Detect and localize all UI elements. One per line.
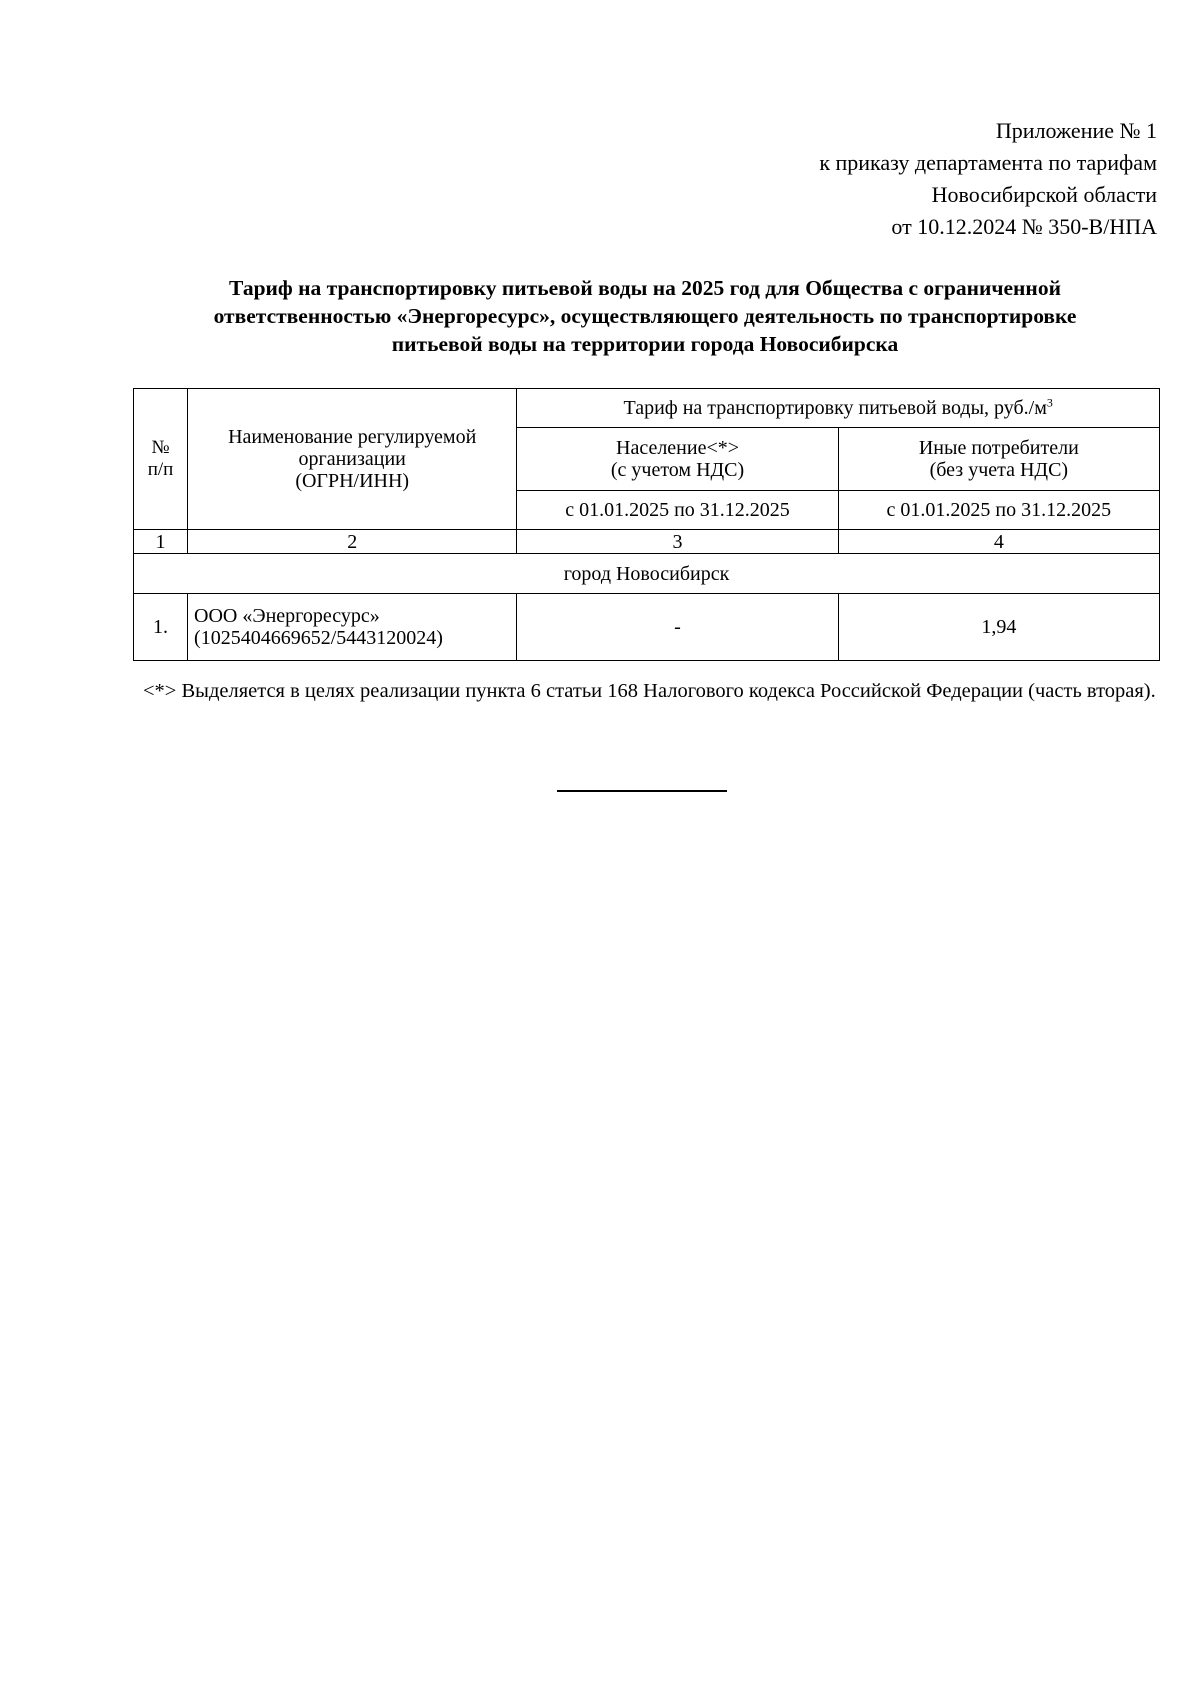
column-number-3: 3 bbox=[517, 530, 838, 554]
title-line-3: питьевой воды на территории города Новосибирска bbox=[391, 332, 899, 356]
header-others-cell bbox=[838, 428, 1159, 491]
column-number-1: 1 bbox=[134, 530, 188, 554]
header-population-line-1: Население<*> bbox=[616, 437, 740, 459]
header-number-label: № bbox=[151, 437, 170, 458]
row-population-tariff: - bbox=[517, 594, 838, 661]
row-others-tariff: 1,94 bbox=[838, 594, 1159, 661]
header-organization-line-1: Наименование регулируемой bbox=[228, 426, 477, 448]
header-others-line-1: Иные потребители bbox=[918, 437, 1079, 459]
title-line-1: Тариф на транспортировку питьевой воды на 2025 год для Общества с ограниченной bbox=[229, 276, 1061, 300]
document-title bbox=[130, 274, 1160, 358]
header-population-line-2: (с учетом НДС) bbox=[610, 459, 745, 481]
appendix-line-4: от 10.12.2024 № 350-В/НПА bbox=[891, 214, 1157, 239]
appendix-header bbox=[819, 115, 1157, 243]
header-tariff-unit-exponent: 3 bbox=[1046, 395, 1053, 410]
appendix-line-1: Приложение № 1 bbox=[995, 118, 1157, 143]
header-number-cell bbox=[134, 389, 188, 530]
header-tariff-group-label: Тариф на транспортировку питьевой воды, руб./м bbox=[623, 397, 1047, 419]
row-organization-ids: (1025404669652/5443120024) bbox=[194, 627, 443, 649]
appendix-line-3: Новосибирской области bbox=[931, 182, 1157, 207]
header-period-col4: с 01.01.2025 по 31.12.2025 bbox=[838, 491, 1159, 530]
row-number-cell: 1. bbox=[134, 594, 188, 661]
footnote: <*> Выделяется в целях реализации пункта 6 статьи 168 Налогового кодекса Российской Федерации (часть вторая). bbox=[143, 680, 1156, 702]
appendix-line-2: к приказу департамента по тарифам bbox=[819, 150, 1157, 175]
header-organization-cell bbox=[188, 389, 517, 530]
header-period-col3: с 01.01.2025 по 31.12.2025 bbox=[517, 491, 838, 530]
header-organization-line-2: организации bbox=[298, 448, 406, 470]
header-organization-line-3: (ОГРН/ИНН) bbox=[295, 470, 410, 492]
tariff-table bbox=[133, 388, 1160, 661]
city-name-cell: город Новосибирск bbox=[134, 554, 1160, 594]
end-divider-line bbox=[557, 790, 727, 792]
header-others-line-2: (без учета НДС) bbox=[929, 459, 1069, 481]
city-row bbox=[134, 554, 1160, 594]
title-line-2: ответственностью «Энергоресурс», осуществляющего деятельность по транспортировке bbox=[213, 304, 1077, 328]
column-numbers-row bbox=[134, 530, 1160, 554]
header-tariff-group-cell bbox=[517, 389, 1160, 428]
row-organization-cell bbox=[188, 594, 517, 661]
table-header-row-1 bbox=[134, 389, 1160, 428]
table-row bbox=[134, 594, 1160, 661]
column-number-2: 2 bbox=[188, 530, 517, 554]
header-population-cell bbox=[517, 428, 838, 491]
row-organization-name: ООО «Энергоресурс» bbox=[194, 605, 380, 627]
column-number-4: 4 bbox=[838, 530, 1159, 554]
header-number-sublabel: п/п bbox=[147, 459, 174, 480]
